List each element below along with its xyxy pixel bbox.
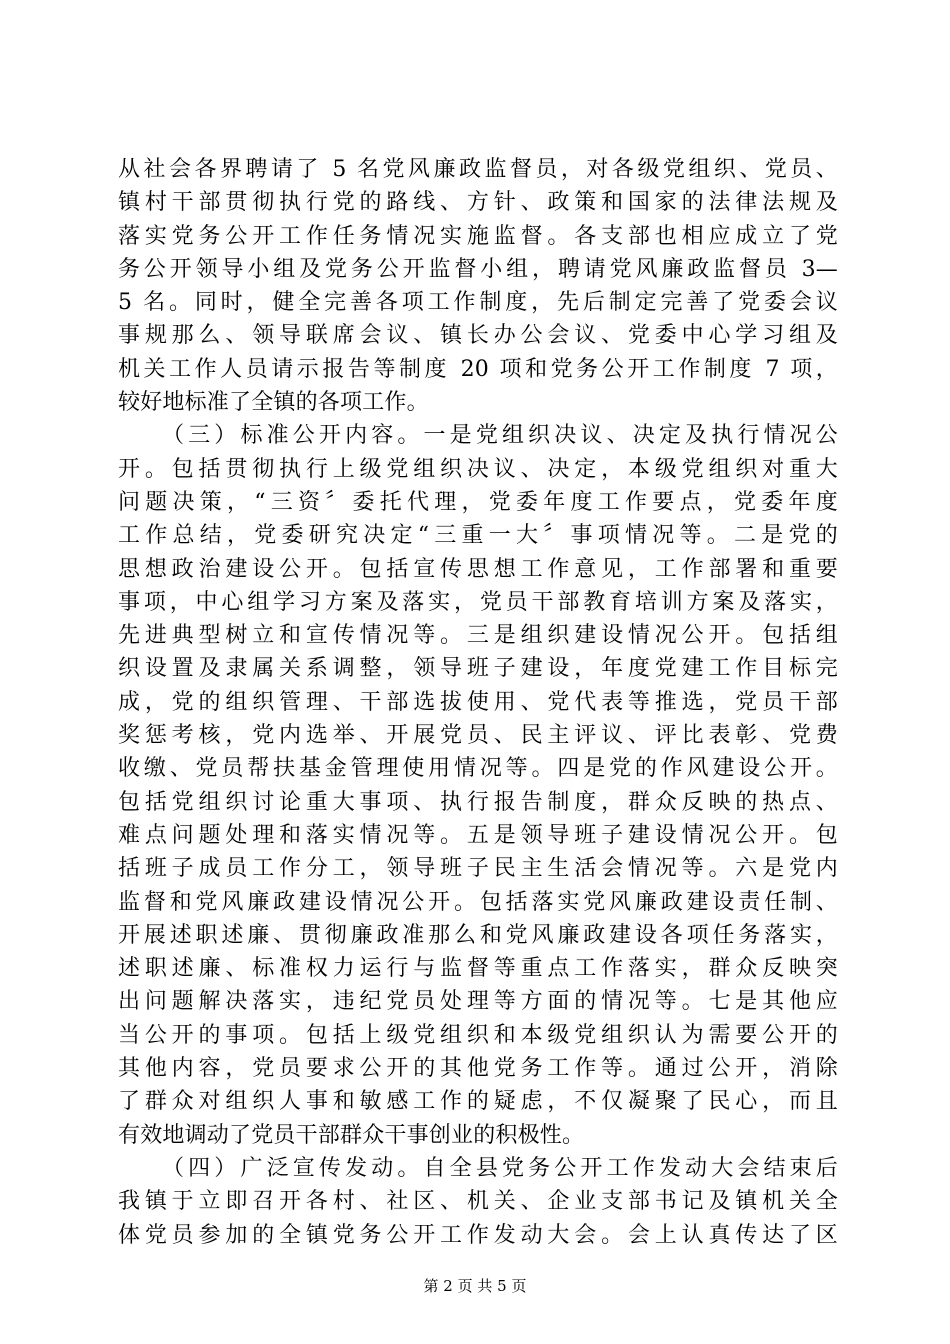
text-line: 问题决策，“三资〞委托代理，党委年度工作要点，党委年度: [118, 489, 838, 515]
text-line: 事规那么、领导联席会议、镇长办公会议、党委中心学习组及: [118, 323, 838, 349]
text-line: 我镇于立即召开各村、社区、机关、企业支部书记及镇机关全: [118, 1189, 838, 1215]
text-line: 事项，中心组学习方案及落实，党员干部教育培训方案及落实，: [118, 589, 838, 615]
text-line: 其他内容，党员要求公开的其他党务工作等。通过公开，消除: [118, 1056, 838, 1082]
text-line: 体党员参加的全镇党务公开工作发动大会。会上认真传达了区: [118, 1222, 838, 1248]
text-line: 务公开领导小组及党务公开监督小组，聘请党风廉政监督员 3—: [118, 256, 838, 282]
text-line: 当公开的事项。包括上级党组织和本级党组织认为需要公开的: [118, 1022, 838, 1048]
text-line: 出问题解决落实，违纪党员处理等方面的情况等。七是其他应: [118, 989, 838, 1015]
text-line: 思想政治建设公开。包括宣传思想工作意见，工作部署和重要: [118, 556, 838, 582]
text-line: 有效地调动了党员干部群众干事创业的积极性。: [118, 1122, 585, 1148]
text-line: 包括党组织讨论重大事项、执行报告制度，群众反映的热点、: [118, 789, 838, 815]
text-line: 述职述廉、标准权力运行与监督等重点工作落实，群众反映突: [118, 956, 838, 982]
page-number-footer: 第 2 页 共 5 页: [423, 1277, 527, 1295]
document-body: [118, 153, 838, 1252]
text-line: 了群众对组织人事和敏感工作的疑虑，不仅凝聚了民心，而且: [118, 1089, 838, 1115]
text-line: 工作总结，党委研究决定“三重一大〞事项情况等。二是党的: [118, 523, 838, 549]
text-line: （三）标准公开内容。一是党组织决议、决定及执行情况公: [162, 423, 838, 449]
text-line: 落实党务公开工作任务情况实施监督。各支部也相应成立了党: [118, 223, 838, 249]
text-line: 成，党的组织管理、干部选拔使用、党代表等推选，党员干部: [118, 689, 838, 715]
text-line: 较好地标准了全镇的各项工作。: [118, 390, 429, 416]
text-line: （四）广泛宣传发动。自全县党务公开工作发动大会结束后: [162, 1155, 838, 1181]
text-line: 5 名。同时，健全完善各项工作制度，先后制定完善了党委会议: [118, 290, 838, 316]
text-line: 织设置及隶属关系调整，领导班子建设，年度党建工作目标完: [118, 656, 838, 682]
text-line: 难点问题处理和落实情况等。五是领导班子建设情况公开。包: [118, 822, 838, 848]
text-line: 从社会各界聘请了 5 名党风廉政监督员，对各级党组织、党员、: [118, 157, 838, 182]
text-line: 括班子成员工作分工，领导班子民主生活会情况等。六是党内: [118, 856, 838, 882]
text-line: 开展述职述廉、贯彻廉政准那么和党风廉政建设各项任务落实，: [118, 922, 838, 948]
text-line: 奖惩考核，党内选举、开展党员、民主评议、评比表彰、党费: [118, 723, 838, 749]
text-line: 开。包括贯彻执行上级党组织决议、决定，本级党组织对重大: [118, 456, 838, 482]
text-line: 监督和党风廉政建设情况公开。包括落实党风廉政建设责任制、: [118, 889, 838, 915]
text-line: 收缴、党员帮扶基金管理使用情况等。四是党的作风建设公开。: [118, 756, 838, 782]
text-line: 镇村干部贯彻执行党的路线、方针、政策和国家的法律法规及: [118, 190, 838, 216]
text-line: 机关工作人员请示报告等制度 20 项和党务公开工作制度 7 项，: [118, 356, 838, 382]
text-line: 先进典型树立和宣传情况等。三是组织建设情况公开。包括组: [118, 623, 838, 649]
